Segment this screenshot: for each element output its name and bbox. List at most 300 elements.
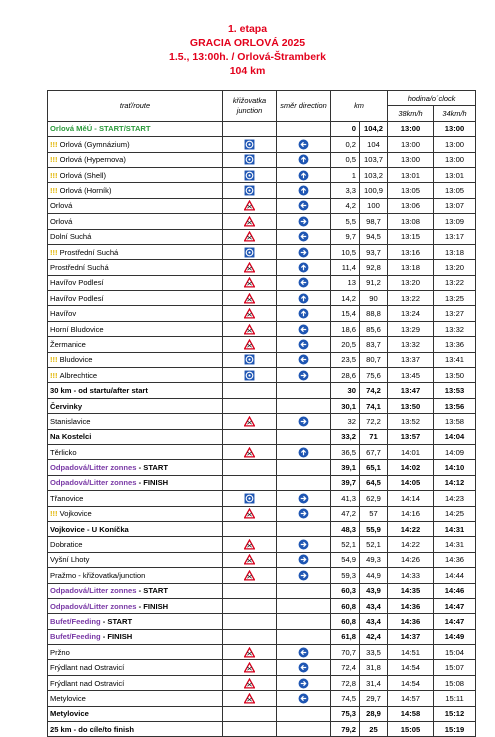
- km-from-start: 28,6: [331, 368, 360, 383]
- route-point-label: Odpadová/Litter zonnes: [50, 601, 137, 611]
- junction-warning-icon: [244, 262, 255, 273]
- route-point-name: [48, 368, 223, 383]
- km-remaining: 100: [360, 198, 388, 213]
- km-from-start: 10,5: [331, 244, 360, 259]
- direction-cell: [277, 521, 331, 536]
- km-from-start: 61,8: [331, 629, 360, 644]
- time-38kmh: 13:52: [388, 414, 434, 429]
- junction-warning-icon: [244, 216, 255, 227]
- time-38kmh: 14:01: [388, 444, 434, 459]
- caution-mark: !!!: [50, 170, 58, 180]
- km-remaining: 43,4: [360, 614, 388, 629]
- straight-ahead-icon: [298, 293, 309, 304]
- time-34kmh: 14:44: [434, 568, 476, 583]
- time-34kmh: 15:04: [434, 645, 476, 660]
- route-point-name: [48, 706, 223, 721]
- time-34kmh: 13:20: [434, 260, 476, 275]
- table-row: [48, 460, 476, 475]
- junction-cell: [223, 691, 277, 706]
- route-point-name: [48, 491, 223, 506]
- turn-left-icon: [298, 200, 309, 211]
- direction-cell: [277, 383, 331, 398]
- table-row: [48, 583, 476, 598]
- time-34kmh: 14:04: [434, 429, 476, 444]
- time-34kmh: 14:12: [434, 475, 476, 490]
- col-km: km: [331, 91, 388, 122]
- table-row: [48, 244, 476, 259]
- turn-left-icon: [298, 647, 309, 658]
- route-point-name: [48, 137, 223, 152]
- route-point-label: Pržno: [50, 647, 70, 657]
- route-point-name: [48, 444, 223, 459]
- table-row: [48, 645, 476, 660]
- roundabout-sign-icon: [244, 185, 255, 196]
- time-34kmh: 14:46: [434, 583, 476, 598]
- table-row: [48, 706, 476, 721]
- time-34kmh: 13:36: [434, 337, 476, 352]
- route-point-label: Vojkovice: [59, 509, 92, 519]
- race-title: GRACIA ORLOVÁ 2025: [189, 37, 306, 49]
- junction-cell: [223, 383, 277, 398]
- turn-right-icon: [298, 416, 309, 427]
- km-from-start: 74,5: [331, 691, 360, 706]
- route-point-label: Odpadová/Litter zonnes: [50, 478, 137, 488]
- km-remaining: 83,7: [360, 337, 388, 352]
- direction-cell: [277, 275, 331, 290]
- col-speed-38: 38km/h: [388, 106, 434, 121]
- km-remaining: 44,9: [360, 568, 388, 583]
- junction-cell: [223, 121, 277, 136]
- route-point-name: [48, 722, 223, 737]
- junction-cell: [223, 475, 277, 490]
- time-34kmh: 14:31: [434, 537, 476, 552]
- col-speed-34: 34km/h: [434, 106, 476, 121]
- direction-cell: [277, 337, 331, 352]
- table-row: [48, 383, 476, 398]
- time-38kmh: 14:37: [388, 629, 434, 644]
- route-point-name: [48, 244, 223, 259]
- km-remaining: 92,8: [360, 260, 388, 275]
- junction-cell: [223, 444, 277, 459]
- table-row: [48, 552, 476, 567]
- direction-cell: [277, 183, 331, 198]
- time-34kmh: 13:41: [434, 352, 476, 367]
- junction-cell: [223, 598, 277, 613]
- km-remaining: 64,5: [360, 475, 388, 490]
- km-from-start: 14,2: [331, 291, 360, 306]
- time-34kmh: 14:49: [434, 629, 476, 644]
- roundabout-sign-icon: [244, 154, 255, 165]
- straight-ahead-icon: [298, 447, 309, 458]
- route-point-name: [48, 152, 223, 167]
- route-point-name: [48, 229, 223, 244]
- km-from-start: 0,5: [331, 152, 360, 167]
- junction-cell: [223, 152, 277, 167]
- time-38kmh: 13:29: [388, 321, 434, 336]
- km-from-start: 41,3: [331, 491, 360, 506]
- km-remaining: 85,6: [360, 321, 388, 336]
- table-row: [48, 137, 476, 152]
- table-row: [48, 321, 476, 336]
- junction-warning-icon: [244, 339, 255, 350]
- km-remaining: 74,1: [360, 398, 388, 413]
- junction-cell: [223, 706, 277, 721]
- route-point-name: [48, 475, 223, 490]
- km-remaining: 67,7: [360, 444, 388, 459]
- table-row: [48, 152, 476, 167]
- junction-warning-icon: [244, 693, 255, 704]
- roundabout-sign-icon: [244, 493, 255, 504]
- route-point-suffix: - FINISH: [136, 478, 169, 488]
- caution-mark: !!!: [50, 509, 58, 519]
- turn-right-icon: [298, 678, 309, 689]
- route-point-name: [48, 429, 223, 444]
- junction-warning-icon: [244, 539, 255, 550]
- time-38kmh: 13:47: [388, 383, 434, 398]
- table-row: [48, 629, 476, 644]
- turn-left-icon: [298, 324, 309, 335]
- table-row: [48, 444, 476, 459]
- route-point-suffix: - START: [136, 586, 168, 596]
- km-remaining: 93,7: [360, 244, 388, 259]
- junction-cell: [223, 183, 277, 198]
- km-from-start: 18,6: [331, 321, 360, 336]
- time-34kmh: 13:07: [434, 198, 476, 213]
- table-row: [48, 260, 476, 275]
- roundabout-sign-icon: [244, 354, 255, 365]
- route-point-name: [48, 291, 223, 306]
- km-from-start: 3,3: [331, 183, 360, 198]
- direction-cell: [277, 306, 331, 321]
- direction-cell: [277, 645, 331, 660]
- route-point-suffix: - FINISH: [136, 601, 169, 611]
- table-row: [48, 398, 476, 413]
- direction-cell: [277, 414, 331, 429]
- junction-cell: [223, 398, 277, 413]
- junction-cell: [223, 675, 277, 690]
- km-remaining: 49,3: [360, 552, 388, 567]
- time-38kmh: 13:00: [388, 152, 434, 167]
- km-from-start: 59,3: [331, 568, 360, 583]
- route-point-label: Orlová MěÚ - START/START: [50, 124, 151, 134]
- table-row: [48, 368, 476, 383]
- time-38kmh: 13:00: [388, 137, 434, 152]
- km-remaining: 72,2: [360, 414, 388, 429]
- direction-cell: [277, 722, 331, 737]
- km-from-start: 72,4: [331, 660, 360, 675]
- caution-mark: !!!: [50, 139, 58, 149]
- route-point-label: Havířov: [50, 309, 77, 319]
- caution-mark: !!!: [50, 155, 58, 165]
- junction-cell: [223, 660, 277, 675]
- time-38kmh: 14:02: [388, 460, 434, 475]
- route-point-name: [48, 414, 223, 429]
- time-34kmh: 14:10: [434, 460, 476, 475]
- km-from-start: 60,3: [331, 583, 360, 598]
- junction-warning-icon: [244, 647, 255, 658]
- route-point-name: [48, 506, 223, 521]
- km-from-start: 48,3: [331, 521, 360, 536]
- time-34kmh: 14:31: [434, 521, 476, 536]
- direction-cell: [277, 491, 331, 506]
- stage-title: 1. etapa: [227, 23, 268, 35]
- km-remaining: 98,7: [360, 214, 388, 229]
- time-38kmh: 13:05: [388, 183, 434, 198]
- route-point-label: Orlová (Horník): [59, 186, 112, 196]
- km-remaining: 52,1: [360, 537, 388, 552]
- km-from-start: 75,3: [331, 706, 360, 721]
- straight-ahead-icon: [298, 308, 309, 319]
- route-point-label: 25 km - do cíle/to finish: [50, 724, 134, 734]
- km-from-start: 30,1: [331, 398, 360, 413]
- junction-cell: [223, 137, 277, 152]
- km-remaining: 62,9: [360, 491, 388, 506]
- direction-cell: [277, 583, 331, 598]
- table-row: [48, 660, 476, 675]
- time-34kmh: 14:25: [434, 506, 476, 521]
- route-point-label: Dolní Suchá: [50, 232, 92, 242]
- time-38kmh: 14:58: [388, 706, 434, 721]
- route-point-name: [48, 583, 223, 598]
- route-point-name: [48, 352, 223, 367]
- turn-left-icon: [298, 662, 309, 673]
- route-point-name: [48, 337, 223, 352]
- route-point-name: [48, 598, 223, 613]
- junction-cell: [223, 229, 277, 244]
- km-from-start: 33,2: [331, 429, 360, 444]
- route-point-label: Na Kostelci: [50, 432, 92, 442]
- km-remaining: 91,2: [360, 275, 388, 290]
- time-38kmh: 14:36: [388, 614, 434, 629]
- direction-cell: [277, 137, 331, 152]
- table-row: [48, 306, 476, 321]
- route-point-name: [48, 121, 223, 136]
- junction-cell: [223, 568, 277, 583]
- table-row: [48, 614, 476, 629]
- route-point-name: [48, 675, 223, 690]
- km-from-start: 47,2: [331, 506, 360, 521]
- junction-cell: [223, 368, 277, 383]
- km-remaining: 90: [360, 291, 388, 306]
- junction-cell: [223, 506, 277, 521]
- route-point-label: Metylovice: [50, 709, 89, 719]
- route-table: [47, 90, 476, 737]
- time-38kmh: 13:01: [388, 167, 434, 182]
- direction-cell: [277, 352, 331, 367]
- route-point-label: Metylovice: [50, 693, 86, 703]
- col-route: trať/route: [48, 91, 223, 122]
- km-from-start: 1: [331, 167, 360, 182]
- turn-right-icon: [298, 554, 309, 565]
- direction-cell: [277, 167, 331, 182]
- direction-cell: [277, 537, 331, 552]
- junction-cell: [223, 583, 277, 598]
- km-remaining: 43,4: [360, 598, 388, 613]
- junction-cell: [223, 722, 277, 737]
- km-from-start: 70,7: [331, 645, 360, 660]
- straight-ahead-icon: [298, 170, 309, 181]
- table-row: [48, 183, 476, 198]
- km-from-start: 15,4: [331, 306, 360, 321]
- km-from-start: 60,8: [331, 614, 360, 629]
- time-34kmh: 14:23: [434, 491, 476, 506]
- time-34kmh: 13:56: [434, 398, 476, 413]
- junction-warning-icon: [244, 277, 255, 288]
- route-point-name: [48, 198, 223, 213]
- time-34kmh: 13:00: [434, 152, 476, 167]
- table-row: [48, 167, 476, 182]
- route-point-label: Prostřední Suchá: [59, 247, 119, 257]
- time-38kmh: 13:15: [388, 229, 434, 244]
- table-row: [48, 691, 476, 706]
- date-route: 1.5., 13:00h. / Orlová-Štramberk: [169, 51, 326, 63]
- route-point-name: [48, 214, 223, 229]
- km-remaining: 31,8: [360, 660, 388, 675]
- straight-ahead-icon: [298, 185, 309, 196]
- time-34kmh: 13:01: [434, 167, 476, 182]
- table-row: [48, 229, 476, 244]
- junction-warning-icon: [244, 293, 255, 304]
- direction-cell: [277, 121, 331, 136]
- direction-cell: [277, 291, 331, 306]
- time-38kmh: 13:08: [388, 214, 434, 229]
- route-point-label: Odpadová/Litter zonnes: [50, 586, 137, 596]
- turn-left-icon: [298, 339, 309, 350]
- time-38kmh: 14:14: [388, 491, 434, 506]
- time-38kmh: 14:35: [388, 583, 434, 598]
- turn-right-icon: [298, 493, 309, 504]
- junction-cell: [223, 614, 277, 629]
- route-point-name: [48, 275, 223, 290]
- roundabout-sign-icon: [244, 247, 255, 258]
- time-38kmh: 14:33: [388, 568, 434, 583]
- km-remaining: 75,6: [360, 368, 388, 383]
- route-point-name: [48, 660, 223, 675]
- table-row: [48, 491, 476, 506]
- turn-right-icon: [298, 216, 309, 227]
- junction-warning-icon: [244, 678, 255, 689]
- junction-cell: [223, 291, 277, 306]
- table-row: [48, 675, 476, 690]
- km-remaining: 88,8: [360, 306, 388, 321]
- turn-right-icon: [298, 570, 309, 581]
- route-point-name: [48, 460, 223, 475]
- direction-cell: [277, 229, 331, 244]
- time-38kmh: 13:24: [388, 306, 434, 321]
- route-point-name: [48, 167, 223, 182]
- junction-cell: [223, 214, 277, 229]
- km-from-start: 60,8: [331, 598, 360, 613]
- turn-right-icon: [298, 247, 309, 258]
- route-point-name: [48, 568, 223, 583]
- table-row: [48, 214, 476, 229]
- junction-warning-icon: [244, 324, 255, 335]
- km-from-start: 39,7: [331, 475, 360, 490]
- route-point-label: Odpadová/Litter zonnes: [50, 463, 137, 473]
- km-from-start: 30: [331, 383, 360, 398]
- route-point-name: [48, 629, 223, 644]
- turn-left-icon: [298, 277, 309, 288]
- route-point-suffix: - START: [100, 616, 133, 626]
- route-point-name: [48, 306, 223, 321]
- route-point-name: [48, 537, 223, 552]
- route-point-name: [48, 183, 223, 198]
- direction-cell: [277, 629, 331, 644]
- km-remaining: 31,4: [360, 675, 388, 690]
- route-point-label: Orlová (Gymnázium): [59, 139, 130, 149]
- junction-cell: [223, 629, 277, 644]
- junction-cell: [223, 198, 277, 213]
- junction-cell: [223, 460, 277, 475]
- route-point-label: Žermanice: [50, 339, 86, 349]
- turn-left-icon: [298, 354, 309, 365]
- direction-cell: [277, 321, 331, 336]
- caution-mark: !!!: [50, 370, 58, 380]
- route-point-label: Pražmo - křižovatka/junction: [50, 570, 146, 580]
- direction-cell: [277, 506, 331, 521]
- junction-cell: [223, 275, 277, 290]
- km-remaining: 71: [360, 429, 388, 444]
- km-from-start: 72,8: [331, 675, 360, 690]
- route-point-label: Stanislavice: [50, 416, 91, 426]
- time-34kmh: 13:50: [434, 368, 476, 383]
- time-34kmh: 13:05: [434, 183, 476, 198]
- caution-mark: !!!: [50, 247, 58, 257]
- roundabout-sign-icon: [244, 170, 255, 181]
- km-remaining: 55,9: [360, 521, 388, 536]
- route-point-label: Dobratice: [50, 540, 83, 550]
- junction-cell: [223, 537, 277, 552]
- time-34kmh: 15:11: [434, 691, 476, 706]
- direction-cell: [277, 398, 331, 413]
- caution-mark: !!!: [50, 355, 58, 365]
- time-34kmh: 14:47: [434, 614, 476, 629]
- turn-right-icon: [298, 370, 309, 381]
- direction-cell: [277, 660, 331, 675]
- time-38kmh: 13:20: [388, 275, 434, 290]
- route-point-label: Orlová (Hypernova): [59, 155, 126, 165]
- turn-right-icon: [298, 508, 309, 519]
- direction-cell: [277, 598, 331, 613]
- junction-cell: [223, 552, 277, 567]
- direction-cell: [277, 198, 331, 213]
- stage-distance: 104 km: [229, 65, 266, 77]
- direction-cell: [277, 614, 331, 629]
- km-from-start: 20,5: [331, 337, 360, 352]
- direction-cell: [277, 691, 331, 706]
- km-remaining: 100,9: [360, 183, 388, 198]
- route-point-name: [48, 321, 223, 336]
- km-from-start: 36,5: [331, 444, 360, 459]
- turn-right-icon: [298, 539, 309, 550]
- route-point-label: Vyšní Lhoty: [50, 555, 90, 565]
- time-38kmh: 13:18: [388, 260, 434, 275]
- route-point-label: Orlová (Shell): [59, 170, 107, 180]
- table-row: [48, 352, 476, 367]
- junction-warning-icon: [244, 554, 255, 565]
- time-38kmh: 13:37: [388, 352, 434, 367]
- junction-warning-icon: [244, 447, 255, 458]
- table-row: [48, 198, 476, 213]
- km-remaining: 65,1: [360, 460, 388, 475]
- route-point-label: Těrlicko: [50, 447, 77, 457]
- direction-cell: [277, 475, 331, 490]
- route-point-label: Frýdlant nad Ostravicí: [50, 663, 125, 673]
- table-row: [48, 722, 476, 737]
- route-point-name: [48, 614, 223, 629]
- table-row: [48, 291, 476, 306]
- direction-cell: [277, 260, 331, 275]
